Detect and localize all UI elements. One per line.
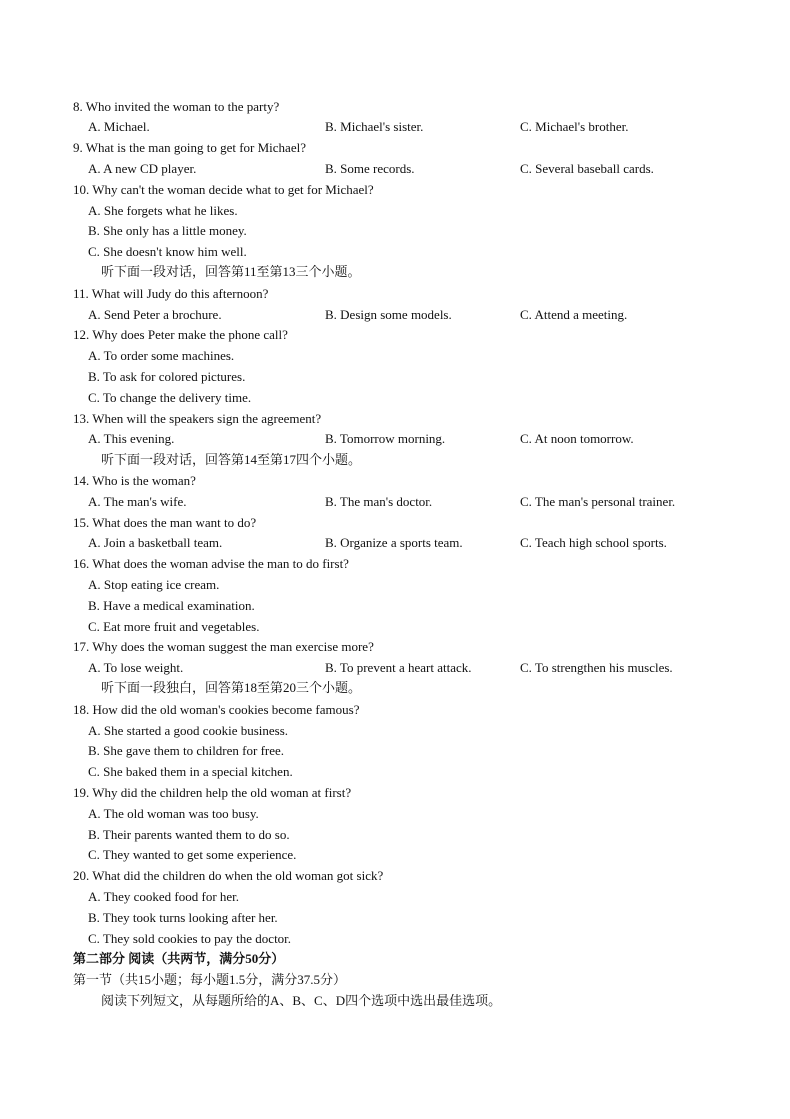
part2-title: 第二部分 阅读（共两节，满分50分） xyxy=(73,951,285,966)
question-14 xyxy=(0,471,790,491)
option-b: B. They took turns looking after her. xyxy=(88,910,278,925)
question-18 xyxy=(0,700,790,720)
option-b-row xyxy=(0,221,790,241)
question-19 xyxy=(0,783,790,803)
section1-heading-row xyxy=(0,970,790,990)
direction-row xyxy=(0,262,790,282)
instruction-row xyxy=(0,991,790,1011)
question-8 xyxy=(0,97,790,117)
option-a: A. Stop eating ice cream. xyxy=(88,577,220,592)
question-stem: 11. What will Judy do this afternoon? xyxy=(73,286,269,301)
options-8 xyxy=(0,117,790,137)
option-a: A. The old woman was too busy. xyxy=(88,806,259,821)
question-9 xyxy=(0,138,790,158)
question-13 xyxy=(0,409,790,429)
option-c: C. She doesn't know him well. xyxy=(88,244,247,259)
listening-direction: 听下面一段对话，回答第14至第17四个小题。 xyxy=(101,452,362,467)
reading-instruction: 阅读下列短文，从每题所给的A、B、C、D四个选项中选出最佳选项。 xyxy=(101,993,502,1008)
option-b: B. To ask for colored pictures. xyxy=(88,369,246,384)
option-b: B. She gave them to children for free. xyxy=(88,743,285,758)
question-stem: 9. What is the man going to get for Michael? xyxy=(73,140,306,155)
option-a: A. Join a basketball team. xyxy=(88,535,223,550)
option-a: A. She started a good cookie business. xyxy=(88,723,289,738)
question-stem: 18. How did the old woman's cookies become famous? xyxy=(73,702,360,717)
option-a: A. This evening. xyxy=(88,431,175,446)
question-stem: 12. Why does Peter make the phone call? xyxy=(73,327,288,342)
question-stem: 17. Why does the woman suggest the man exercise more? xyxy=(73,639,374,654)
option-b-row xyxy=(0,596,790,616)
option-b: B. Organize a sports team. xyxy=(325,535,463,550)
option-a-row xyxy=(0,346,790,366)
option-b-row xyxy=(0,367,790,387)
option-c-row xyxy=(0,929,790,949)
option-a: A. To order some machines. xyxy=(88,348,235,363)
question-16 xyxy=(0,554,790,574)
option-c: C. Attend a meeting. xyxy=(520,307,628,322)
option-c: C. She baked them in a special kitchen. xyxy=(88,764,293,779)
question-17 xyxy=(0,637,790,657)
option-b-row xyxy=(0,908,790,928)
question-stem: 8. Who invited the woman to the party? xyxy=(73,99,280,114)
options-11 xyxy=(0,305,790,325)
option-b: B. Have a medical examination. xyxy=(88,598,255,613)
question-stem: 20. What did the children do when the old woman got sick? xyxy=(73,868,384,883)
options-17 xyxy=(0,658,790,678)
option-c: C. They wanted to get some experience. xyxy=(88,847,297,862)
option-a-row xyxy=(0,721,790,741)
options-15 xyxy=(0,533,790,553)
option-c: C. Several baseball cards. xyxy=(520,161,654,176)
question-stem: 19. Why did the children help the old woman at first? xyxy=(73,785,352,800)
direction-row xyxy=(0,678,790,698)
option-c: C. To change the delivery time. xyxy=(88,390,252,405)
question-stem: 10. Why can't the woman decide what to get for Michael? xyxy=(73,182,374,197)
option-a-row xyxy=(0,887,790,907)
question-11 xyxy=(0,284,790,304)
option-b-row xyxy=(0,825,790,845)
option-c: C. Teach high school sports. xyxy=(520,535,667,550)
options-14 xyxy=(0,492,790,512)
option-b: B. Design some models. xyxy=(325,307,452,322)
option-a: A. She forgets what he likes. xyxy=(88,203,238,218)
option-c: C. They sold cookies to pay the doctor. xyxy=(88,931,292,946)
listening-direction: 听下面一段对话，回答第11至第13三个小题。 xyxy=(101,264,361,279)
option-b: B. To prevent a heart attack. xyxy=(325,660,472,675)
option-c-row xyxy=(0,617,790,637)
option-c-row xyxy=(0,388,790,408)
direction-row xyxy=(0,450,790,470)
option-b: B. Their parents wanted them to do so. xyxy=(88,827,290,842)
option-b: B. She only has a little money. xyxy=(88,223,247,238)
option-a: A. A new CD player. xyxy=(88,161,197,176)
option-b-row xyxy=(0,741,790,761)
question-stem: 14. Who is the woman? xyxy=(73,473,196,488)
question-15 xyxy=(0,513,790,533)
option-c: C. The man's personal trainer. xyxy=(520,494,676,509)
option-a-row xyxy=(0,804,790,824)
listening-direction: 听下面一段独白，回答第18至第20三个小题。 xyxy=(101,680,362,695)
option-a: A. Michael. xyxy=(88,119,150,134)
option-c-row xyxy=(0,762,790,782)
question-stem: 13. When will the speakers sign the agreement? xyxy=(73,411,322,426)
option-b: B. The man's doctor. xyxy=(325,494,433,509)
option-b: B. Some records. xyxy=(325,161,415,176)
option-c: C. To strengthen his muscles. xyxy=(520,660,673,675)
question-stem: 16. What does the woman advise the man to do first? xyxy=(73,556,349,571)
option-a-row xyxy=(0,201,790,221)
option-c-row xyxy=(0,242,790,262)
question-stem: 15. What does the man want to do? xyxy=(73,515,257,530)
question-20 xyxy=(0,866,790,886)
option-a: A. They cooked food for her. xyxy=(88,889,240,904)
question-12 xyxy=(0,325,790,345)
option-a: A. To lose weight. xyxy=(88,660,184,675)
option-a-row xyxy=(0,575,790,595)
option-c-row xyxy=(0,845,790,865)
part2-heading-row xyxy=(0,949,790,969)
option-a: A. Send Peter a brochure. xyxy=(88,307,222,322)
option-b: B. Michael's sister. xyxy=(325,119,424,134)
option-c: C. At noon tomorrow. xyxy=(520,431,634,446)
options-13 xyxy=(0,429,790,449)
options-9 xyxy=(0,159,790,179)
question-10 xyxy=(0,180,790,200)
option-b: B. Tomorrow morning. xyxy=(325,431,446,446)
option-c: C. Michael's brother. xyxy=(520,119,629,134)
option-c: C. Eat more fruit and vegetables. xyxy=(88,619,260,634)
option-a: A. The man's wife. xyxy=(88,494,187,509)
section1-title: 第一节（共15小题；每小题1.5分，满分37.5分） xyxy=(73,972,347,987)
